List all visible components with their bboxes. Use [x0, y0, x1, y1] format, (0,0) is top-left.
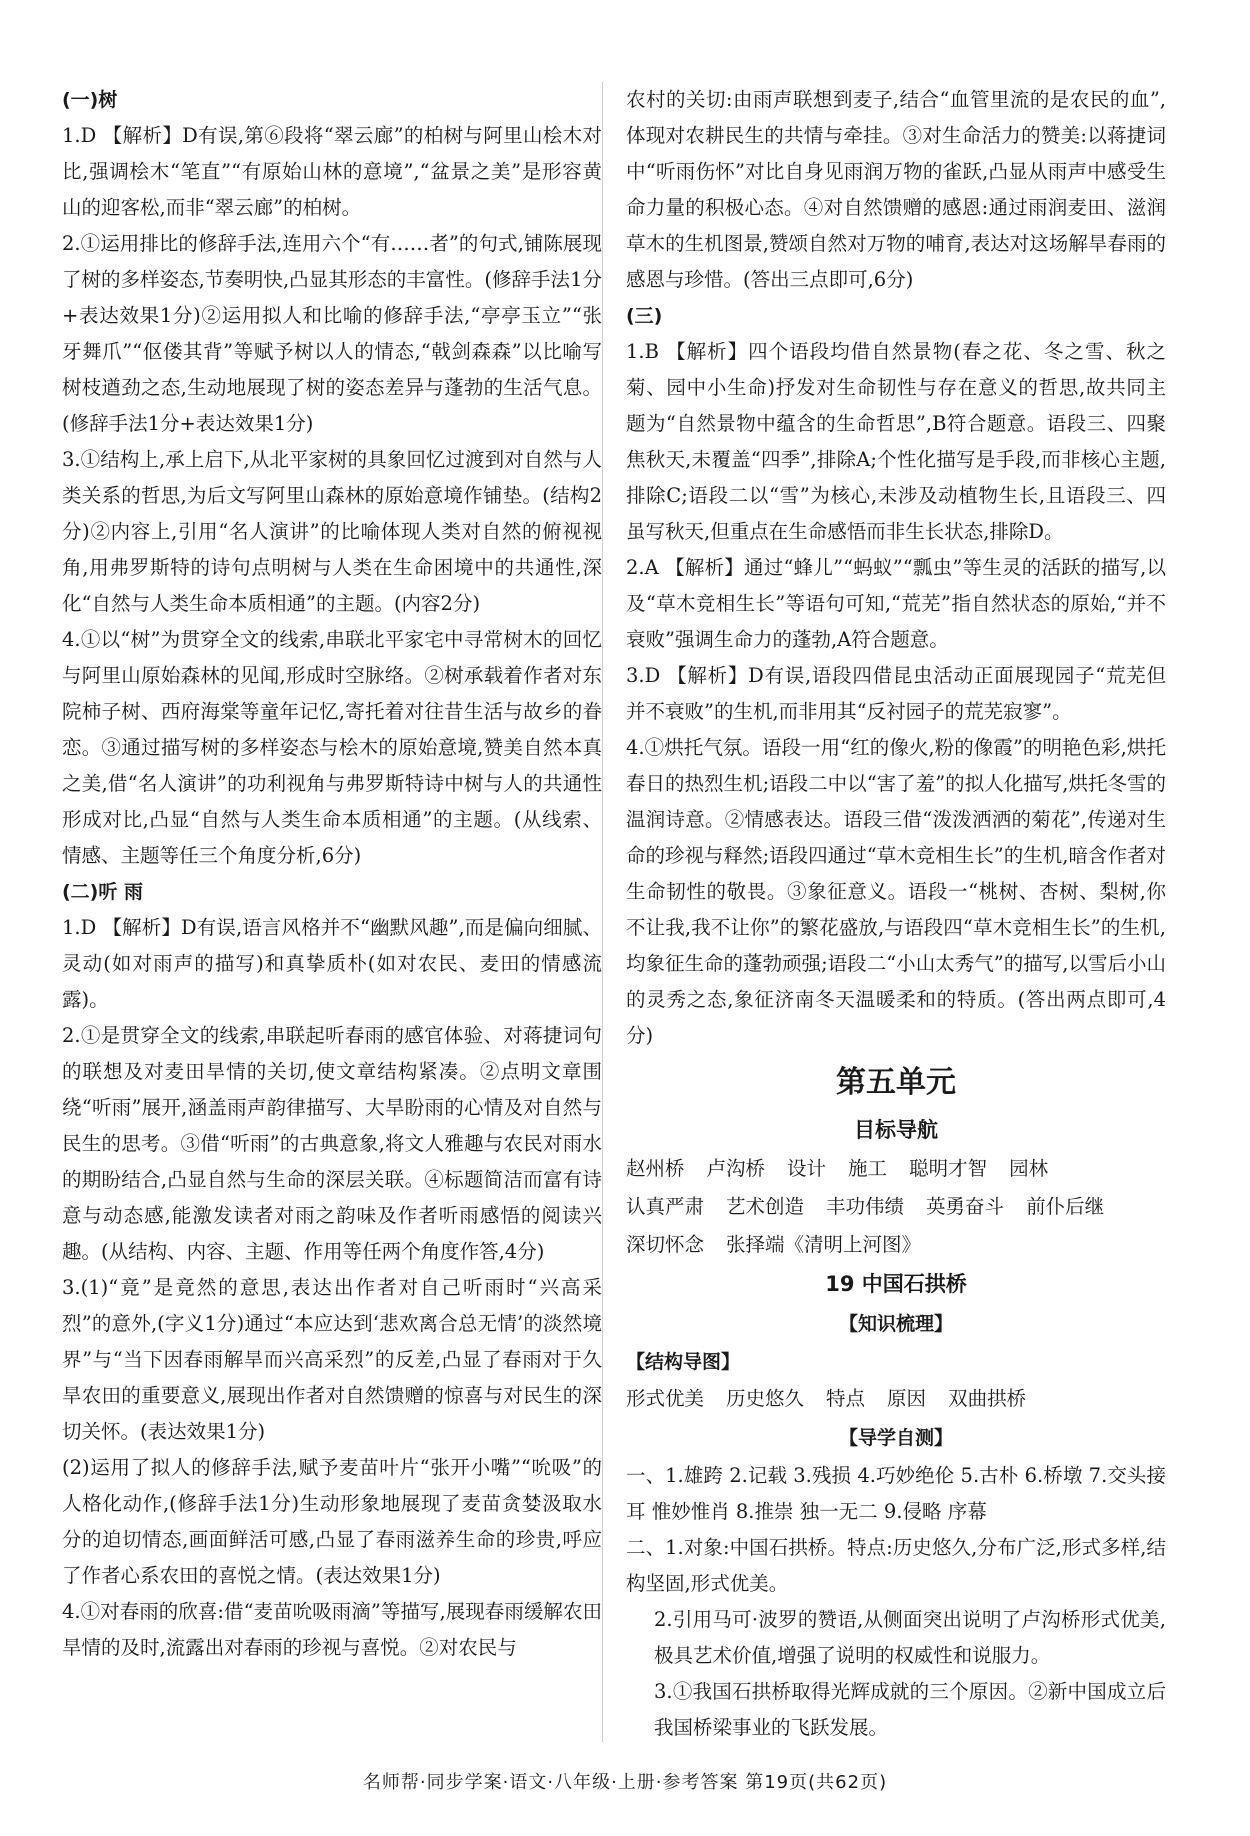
term: 设计: [787, 1157, 827, 1180]
term: 聪明才智: [909, 1157, 988, 1180]
knowledge-title: 【知识梳理】: [838, 1313, 953, 1335]
answer-item: 4.①烘托气氛。语段一用“红的像火,粉的像霞”的明艳色彩,烘托春日的热烈生机;语段二中以“害了羞”的拟人化描写,烘托冬雪的温润诗意。②情感表达。语段三借“泼泼洒洒的菊花”,传递对生命的珍视与释然;语段四通过“草木竞相生长”的生机,暗含作者对生命韧性的敬畏。③象征意义。语段一“桃树、杏树、梨树,你不让我,我不让你”的繁花盛放,与语段四“草木竞相生长”的生机,均象征生命的蓬勃顽强;语段二“小山太秀气”的描写,以雪后小山的灵秀之态,象征济南冬天温暖柔和的特质。(答出两点即可,4分): [626, 736, 1166, 1047]
unit-title: 第五单元: [836, 1065, 956, 1100]
term: 张择端《清明上河图》: [726, 1233, 922, 1256]
term: 形式优美: [626, 1387, 705, 1410]
answer-item: 2.A 【解析】通过“蜂儿”“蚂蚁”“瓢虫”等生灵的活跃的描写,以及“草木竞相生长”等语句可知,“荒芜”指自然状态的原始,“并不衰败”强调生命力的蓬勃,A符合题意。: [626, 556, 1166, 651]
answer-item: 2.①运用排比的修辞手法,连用六个“有……者”的句式,铺陈展现了树的多样姿态,节奏明快,凸显其形态的丰富性。(修辞手法1分+表达效果1分)②运用拟人和比喻的修辞手法,“亭亭玉立”“张牙舞爪”“伛偻其背”等赋予树以人的情态,“戟剑森森”以比喻写树枝遒劲之态,生动地展现了树的姿态差异与蓬勃的生活气息。(修辞手法1分+表达效果1分): [62, 232, 602, 435]
answer-item: 1.D 【解析】D有误,语言风格并不“幽默风趣”,而是偏向细腻、灵动(如对雨声的描写)和真挚质朴(如对农民、麦田的情感流露)。: [62, 916, 602, 1011]
answer-item: 3.D 【解析】D有误,语段四借昆虫活动正面展现园子“荒芜但并不衰败”的生机,而非用其“反衬园子的荒芜寂寥”。: [626, 664, 1166, 723]
self-test-title: 【导学自测】: [838, 1427, 953, 1449]
structure-map-title: 【结构导图】: [626, 1351, 741, 1373]
answer-item: 4.①对春雨的欣喜:借“麦苗吮吸雨滴”等描写,展现春雨缓解农田旱情的及时,流露出对春雨的珍视与喜悦。②对农民与: [62, 1600, 602, 1659]
answer-item: 1.B 【解析】四个语段均借自然景物(春之花、冬之雪、秋之菊、园中小生命)抒发对生命韧性与存在意义的哲思,故共同主题为“自然景物中蕴含的生命哲思”,B符合题意。语段三、四聚焦秋天,未覆盖“四季”,排除A;个性化描写是手段,而非核心主题,排除C;语段二以“雪”为核心,未涉及动植物生长,且语段三、四虽写秋天,但重点在生命感悟而非生长状态,排除D。: [626, 340, 1166, 543]
section-title-listen-rain: (二)听 雨: [62, 881, 143, 903]
term: 前仆后继: [1026, 1195, 1105, 1218]
left-column: [62, 82, 602, 1666]
answer-item: 2.①是贯穿全文的线索,串联起听春雨的感官体验、对蒋捷词句的联想及对麦田旱情的关切,使文章结构紧凑。②点明文章围绕“听雨”展开,涵盖雨声韵律描写、大旱盼雨的心情及对自然与民生的思考。③借“听雨”的古典意象,将文人雅趣与农民对雨水的期盼结合,凸显自然与生命的深层关联。④标题简洁而富有诗意与动态感,能激发读者对雨之韵味及作者听雨感悟的阅读兴趣。(从结构、内容、主题、作用等任两个角度作答,4分): [62, 1024, 602, 1263]
term: 双曲拱桥: [948, 1387, 1027, 1410]
term: 丰功伟绩: [826, 1195, 905, 1218]
term: 赵州桥: [626, 1157, 685, 1180]
self-test-item: 2.引用马可·波罗的赞语,从侧面突出说明了卢沟桥形式优美,极具艺术价值,增强了说明的权威性和说服力。: [654, 1608, 1166, 1667]
term: 特点: [826, 1387, 866, 1410]
term: 历史悠久: [726, 1387, 805, 1410]
target-navigation-title: 目标导航: [854, 1118, 938, 1142]
answer-item: 3.(1)“竟”是竟然的意思,表达出作者对自己听雨时“兴高采烈”的意外,(字义1分)通过“本应达到‘悲欢离合总无情’的淡然境界”与“当下因春雨解旱而兴高采烈”的反差,凸显了春雨对于久旱农田的重要意义,展现出作者对自然馈赠的惊喜与对民生的深切关怀。(表达效果1分): [62, 1276, 602, 1443]
term: 英勇奋斗: [926, 1195, 1005, 1218]
term: 原因: [887, 1387, 927, 1410]
structure-terms: [626, 1380, 1166, 1418]
self-test-item: 3.①我国石拱桥取得光辉成就的三个原因。②新中国成立后我国桥梁事业的飞跃发展。: [654, 1680, 1166, 1739]
answer-subitem: (2)运用了拟人的修辞手法,赋予麦苗叶片“张开小嘴”“吮吸”的人格化动作,(修辞手法1分)生动形象地展现了麦苗贪婪汲取水分的迫切情态,画面鲜活可感,凸显了春雨滋养生命的珍贵,呼应了作者心系农田的喜悦之情。(表达效果1分): [62, 1456, 602, 1587]
answer-item: 3.①结构上,承上启下,从北平家树的具象回忆过渡到对自然与人类关系的哲思,为后文写阿里山森林的原始意境作铺垫。(结构2分)②内容上,引用“名人演讲”的比喻体现人类对自然的俯视视角,用弗罗斯特的诗句点明树与人类在生命困境中的共通性,深化“自然与人类生命本质相通”的主题。(内容2分): [62, 448, 602, 615]
navigation-terms: [626, 1150, 1166, 1264]
answer-item: 1.D 【解析】D有误,第⑥段将“翠云廊”的柏树与阿里山桧木对比,强调桧木“笔直”“有原始山林的意境”,“盆景之美”是形容黄山的迎客松,而非“翠云廊”的柏树。: [62, 124, 602, 219]
page-footer: 名师帮·同步学案·语文·八年级·上册·参考答案 第19页(共62页): [362, 1772, 888, 1793]
section-title-tree: (一)树: [62, 89, 118, 111]
term: 施工: [848, 1157, 888, 1180]
term: 艺术创造: [726, 1195, 805, 1218]
term: 园林: [1009, 1157, 1049, 1180]
term: 深切怀念: [626, 1233, 705, 1256]
lesson-title: 19 中国石拱桥: [825, 1272, 967, 1296]
term: 认真严肃: [626, 1195, 705, 1218]
self-test-item: 二、1.对象:中国石拱桥。特点:历史悠久,分布广泛,形式多样,结构坚固,形式优美。: [626, 1536, 1166, 1595]
self-test-item: 一、1.雄跨 2.记载 3.残损 4.巧妙绝伦 5.古朴 6.桥墩 7.交头接耳 惟妙惟肖 8.推崇 独一无二 9.侵略 序幕: [626, 1464, 1166, 1523]
right-column: [626, 82, 1166, 1746]
column-divider: [602, 82, 603, 1742]
section-title-three: (三): [626, 305, 663, 327]
answer-item: 4.①以“树”为贯穿全文的线索,串联北平家宅中寻常树木的回忆与阿里山原始森林的见闻,形成时空脉络。②树承载着作者对东院柿子树、西府海棠等童年记忆,寄托着对往昔生活与故乡的眷恋。③通过描写树的多样姿态与桧木的原始意境,赞美自然本真之美,借“名人演讲”的功利视角与弗罗斯特诗中树与人的共通性形成对比,凸显“自然与人类生命本质相通”的主题。(从线索、情感、主题等任三个角度分析,6分): [62, 628, 602, 867]
term: 卢沟桥: [706, 1157, 766, 1180]
answer-continuation: 农村的关切:由雨声联想到麦子,结合“血管里流的是农民的血”,体现对农耕民生的共情与牵挂。③对生命活力的赞美:以蒋捷词中“听雨伤怀”对比自身见雨润万物的雀跃,凸显从雨声中感受生命力量的积极心态。④对自然馈赠的感恩:通过雨润麦田、滋润草木的生机图景,赞颂自然对万物的哺育,表达对这场解旱春雨的感恩与珍惜。(答出三点即可,6分): [626, 88, 1166, 291]
